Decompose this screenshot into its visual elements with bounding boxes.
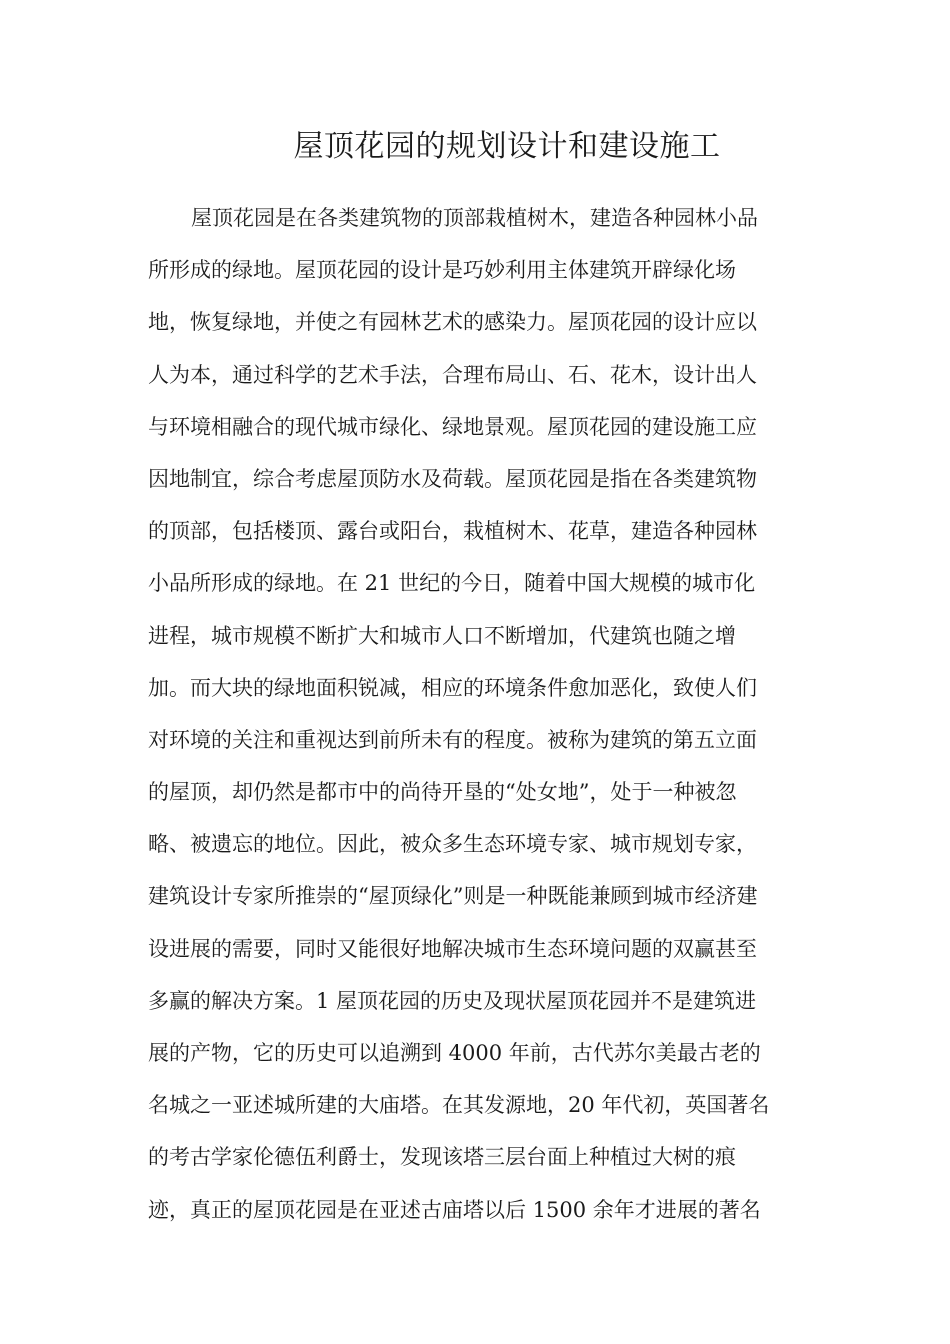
body-line: 所形成的绿地。屋顶花园的设计是巧妙利用主体建筑开辟绿化场 (148, 258, 736, 283)
document-body (148, 192, 808, 1236)
body-line: 展的产物，它的历史可以追溯到 4000 年前，古代苏尔美最古老的 (148, 1041, 761, 1065)
body-line: 建筑设计专家所推崇的“屋顶绿化”则是一种既能兼顾到城市经济建 (148, 884, 758, 909)
body-line: 的考古学家伦德伍利爵士，发现该塔三层台面上种植过大树的痕 (148, 1145, 736, 1170)
body-line: 的屋顶，却仍然是都市中的尚待开垦的“处女地”，处于一种被忽 (148, 780, 737, 805)
body-line: 对环境的关注和重视达到前所未有的程度。被称为建筑的第五立面 (148, 727, 757, 752)
body-line: 因地制宜，综合考虑屋顶防水及荷载。屋顶花园是指在各类建筑物 (148, 466, 757, 491)
body-line: 人为本，通过科学的艺术手法，合理布局山、石、花木，设计出人 (148, 362, 757, 387)
document-title: 屋顶花园的规划设计和建设施工 (293, 129, 721, 164)
body-line: 地，恢复绿地，并使之有园林艺术的感染力。屋顶花园的设计应以 (148, 310, 757, 335)
body-line: 的顶部，包括楼顶、露台或阳台，栽植树木、花草，建造各种园林 (148, 519, 757, 544)
body-line: 迹，真正的屋顶花园是在亚述古庙塔以后 1500 余年才进展的著名 (148, 1197, 761, 1222)
body-line: 名城之一亚述城所建的大庙塔。在其发源地，20 年代初，英国著名 (148, 1093, 770, 1118)
body-line: 小品所形成的绿地。在 21 世纪的今日，随着中国大规模的城市化 (148, 571, 756, 596)
body-line: 进程，城市规模不断扩大和城市人口不断增加，代建筑也随之增 (148, 623, 736, 648)
body-line: 设进展的需要，同时又能很好地解决城市生态环境问题的双赢甚至 (148, 936, 757, 961)
body-line: 加。而大块的绿地面积锐减，相应的环境条件愈加恶化，致使人们 (148, 675, 757, 700)
body-line: 与环境相融合的现代城市绿化、绿地景观。屋顶花园的建设施工应 (148, 414, 757, 439)
body-line: 略、被遗忘的地位。因此，被众多生态环境专家、城市规划专家， (148, 832, 757, 857)
body-line: 多赢的解决方案。1 屋顶花园的历史及现状屋顶花园并不是建筑进 (148, 988, 757, 1013)
body-line: 屋顶花园是在各类建筑物的顶部栽植树木，建造各种园林小品 (191, 206, 758, 230)
